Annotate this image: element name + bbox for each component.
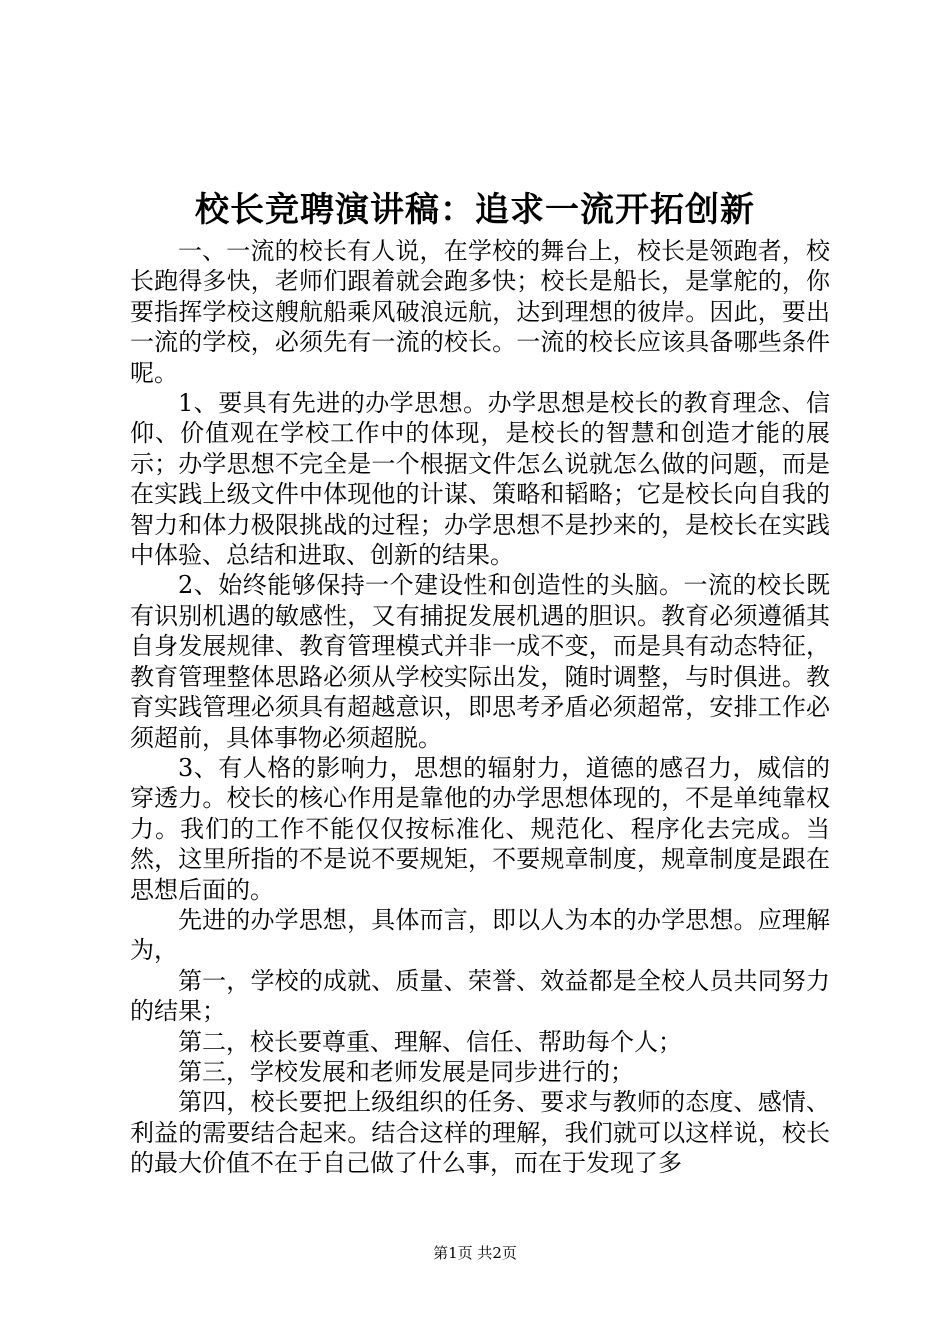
document-title: 校长竞聘演讲稿：追求一流开拓创新 <box>195 190 755 230</box>
paragraph-third: 第三，学校发展和老师发展是同步进行的； <box>178 1057 634 1086</box>
page-number-footer: 第1页 共2页 <box>433 1244 517 1262</box>
paragraph-intro: 一、一流的校长有人说，在学校的舞台上，校长是领跑者，校长跑得多快，老师们跟着就会跑多快；校长是船长，是掌舵的，你要指挥学校这艘航船乘风破浪远航，达到理想的彼岸。因此，要出一流的学校，必须先有一流的校长。一流的校长应该具备哪些条件呢。 <box>130 237 830 387</box>
paragraph-fourth: 第四，校长要把上级组织的任务、要求与教师的态度、感情、利益的需要结合起来。结合这样的理解，我们就可以这样说，校长的最大价值不在于自己做了什么事，而在于发现了多 <box>130 1088 830 1178</box>
paragraph-point-1: 1、要具有先进的办学思想。办学思想是校长的教育理念、信仰、价值观在学校工作中的体现，是校长的智慧和创造才能的展示；办学思想不完全是一个根据文件怎么说就怎么做的问题，而是在实践上级文件中体现他的计谋、策略和韬略；它是校长向自我的智力和体力极限挑战的过程；办学思想不是抄来的，是校长在实践中体验、总结和进取、创新的结果。 <box>130 389 830 570</box>
paragraph-point-3: 3、有人格的影响力，思想的辐射力，道德的感召力，威信的穿透力。校长的核心作用是靠他的办学思想体现的，不是单纯靠权力。我们的工作不能仅仅按标准化、规范化、程序化去完成。当然，这里所指的不是说不要规矩，不要规章制度，规章制度是跟在思想后面的。 <box>130 753 830 904</box>
paragraph-second: 第二，校长要尊重、理解、信任、帮助每个人； <box>178 1027 682 1056</box>
paragraph-first: 第一，学校的成就、质量、荣誉、效益都是全校人员共同努力的结果； <box>130 966 830 1026</box>
paragraph-point-2: 2、始终能够保持一个建设性和创造性的头脑。一流的校长既有识别机遇的敏感性，又有捕捉发展机遇的胆识。教育必须遵循其自身发展规律、教育管理模式并非一成不变，而是具有动态特征，教育管理整体思路必须从学校实际出发，随时调整，与时俱进。教育实践管理必须具有超越意识，即思考矛盾必须超常，安排工作必须超前，具体事物必须超脱。 <box>130 571 830 752</box>
document-body <box>130 236 830 1179</box>
paragraph-philosophy: 先进的办学思想，具体而言，即以人为本的办学思想。应理解为， <box>130 905 830 965</box>
